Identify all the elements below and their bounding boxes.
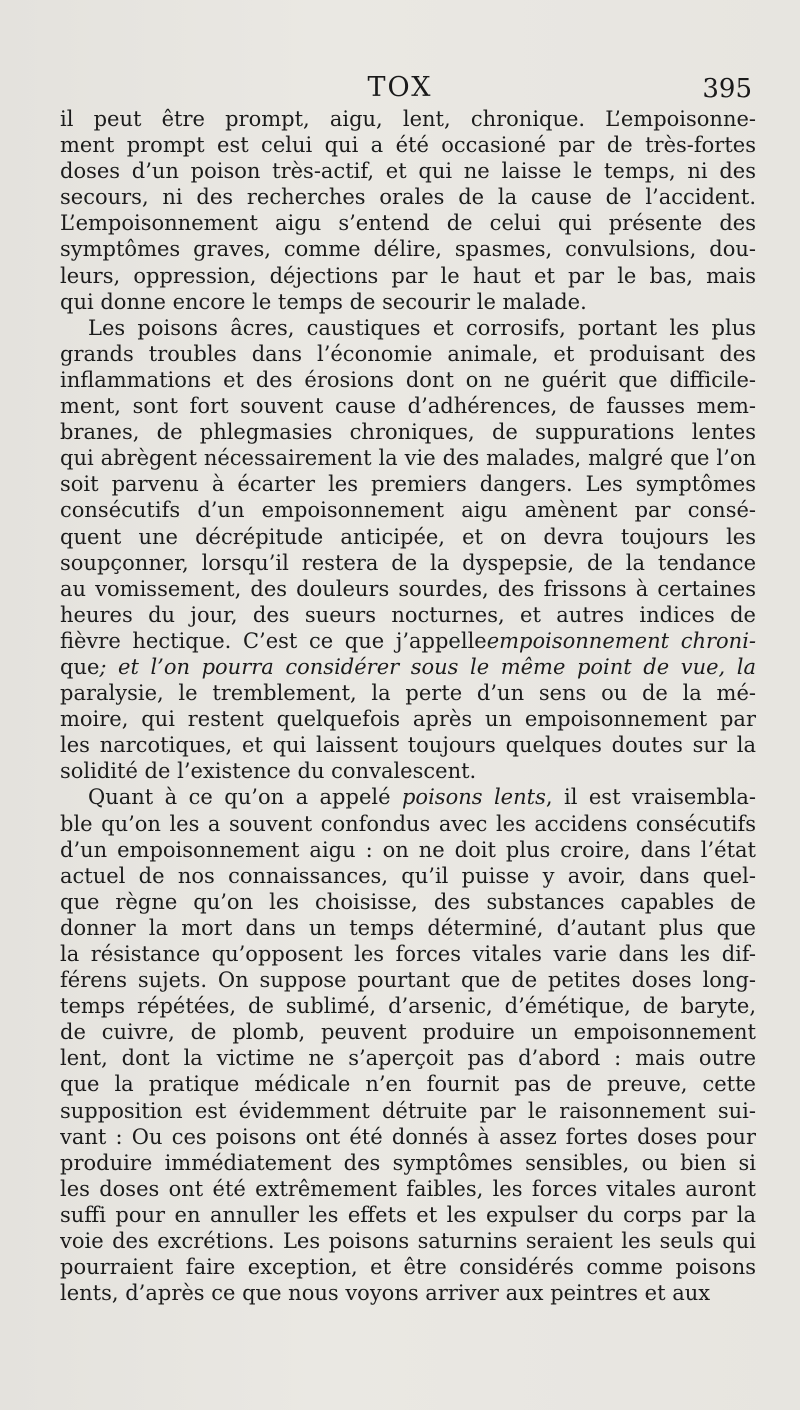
text-line: au vomissement, des douleurs sourdes, des frissons à certaines: [60, 576, 756, 601]
text-line: heures du jour, des sueurs nocturnes, et autres indices de: [60, 602, 756, 627]
text-line: pourraient faire exception, et être considérés comme poisons: [60, 1255, 756, 1280]
paragraph: [60, 315, 756, 785]
text-line: que règne qu’on les choisisse, des substances capables de: [60, 889, 756, 914]
text-line: solidité de l’existence du convalescent.: [60, 759, 477, 784]
text-line: donner la mort dans un temps déterminé, d’autant plus que: [60, 915, 756, 940]
text-line: lents, d’après ce que nous voyons arriver aux peintres et aux: [60, 1281, 711, 1306]
text-line: branes, de phlegmasies chroniques, de suppurations lentes: [60, 420, 756, 445]
text-line: les doses ont été extrêmement faibles, les forces vitales auront: [60, 1176, 756, 1201]
text-line: ment prompt est celui qui a été occasioné par de très-fortes: [60, 133, 756, 158]
text-line: ble qu’on les a souvent confondus avec les accidens consécutifs: [60, 811, 756, 836]
text-line: paralysie, le tremblement, la perte d’un sens ou de la mé-: [60, 681, 756, 706]
text-line: symptômes graves, comme délire, spasmes, convulsions, dou-: [60, 237, 756, 262]
text-line: qui donne encore le temps de secourir le malade.: [60, 289, 587, 314]
text-line: consécutifs d’un empoisonnement aigu amènent par consé-: [60, 498, 756, 523]
text-line: quent une décrépitude anticipée, et on devra toujours les: [60, 524, 756, 549]
text-line: de cuivre, de plomb, peuvent produire un empoisonnement: [60, 1020, 756, 1045]
text-line: suffi pour en annuller les effets et les expulser du corps par la: [60, 1202, 756, 1227]
paragraph: [60, 106, 756, 315]
text-line: d’un empoisonnement aigu : on ne doit plus croire, dans l’état: [60, 837, 756, 862]
text-line: Quant à ce qu’on a appelé poisons lents, il est vraisembla-: [88, 785, 756, 810]
text-line: grands troubles dans l’économie animale, et produisant des: [60, 341, 756, 366]
text-line: actuel de nos connaissances, qu’il puisse y avoir, dans quel-: [60, 863, 756, 888]
text-line: produire immédiatement des symptômes sensibles, ou bien si: [60, 1150, 756, 1175]
text-line: les narcotiques, et qui laissent toujours quelques doutes sur la: [60, 733, 756, 758]
running-header: [0, 72, 800, 106]
paragraph: [60, 784, 756, 1306]
text-line: lent, dont la victime ne s’aperçoit pas d’abord : mais outre: [60, 1046, 756, 1071]
text-line: il peut être prompt, aigu, lent, chronique. L’empoisonne-: [60, 107, 756, 131]
text-line: vant : Ou ces poisons ont été donnés à assez fortes doses pour: [60, 1124, 756, 1149]
italic-phrase: ; et l’on pourra considérer sous le même point de vue, la: [99, 654, 756, 679]
text-line: doses d’un poison très-actif, et qui ne laisse le temps, ni des: [60, 159, 756, 184]
text-line: qui abrègent nécessairement la vie des malades, malgré que l’on: [60, 446, 756, 471]
text-line: férens sujets. On suppose pourtant que de petites doses long-: [60, 968, 756, 993]
text-line: Les poisons âcres, caustiques et corrosifs, portant les plus: [88, 315, 756, 340]
text-line: la résistance qu’opposent les forces vitales varie dans les dif-: [60, 942, 756, 966]
body-text: [60, 106, 756, 1306]
text-line: fièvre hectique. C’est ce que j’appelleempoisonnement chroni-: [60, 628, 756, 653]
text-line: moire, qui restent quelquefois après un empoisonnement par: [60, 707, 756, 732]
text-line: que; et l’on pourra considérer sous le même point de vue, la: [60, 654, 756, 679]
text-line: L’empoisonnement aigu s’entend de celui qui présente des: [60, 211, 756, 236]
page-number: 395: [702, 74, 752, 104]
text-line: que la pratique médicale n’en fournit pas de preuve, cette: [60, 1072, 756, 1097]
text-line: leurs, oppression, déjections par le haut et par le bas, mais: [60, 263, 756, 288]
italic-phrase: empoisonnement chroni-: [486, 628, 756, 653]
text-line: inflammations et des érosions dont on ne guérit que difficile-: [60, 367, 756, 392]
text-line: temps répétées, de sublimé, d’arsenic, d’émétique, de baryte,: [60, 994, 756, 1019]
text-line: ment, sont fort souvent cause d’adhérences, de fausses mem-: [60, 394, 756, 419]
text-line: soupçonner, lorsqu’il restera de la dyspepsie, de la tendance: [60, 550, 756, 575]
text-line: voie des excrétions. Les poisons saturnins seraient les seuls qui: [60, 1229, 756, 1254]
italic-phrase: poisons lents: [401, 785, 546, 810]
text-line: secours, ni des recherches orales de la cause de l’accident.: [60, 185, 756, 210]
running-title: TOX: [367, 72, 433, 103]
text-line: soit parvenu à écarter les premiers dangers. Les symptômes: [60, 472, 756, 497]
text-line: supposition est évidemment détruite par le raisonnement sui-: [60, 1098, 756, 1123]
